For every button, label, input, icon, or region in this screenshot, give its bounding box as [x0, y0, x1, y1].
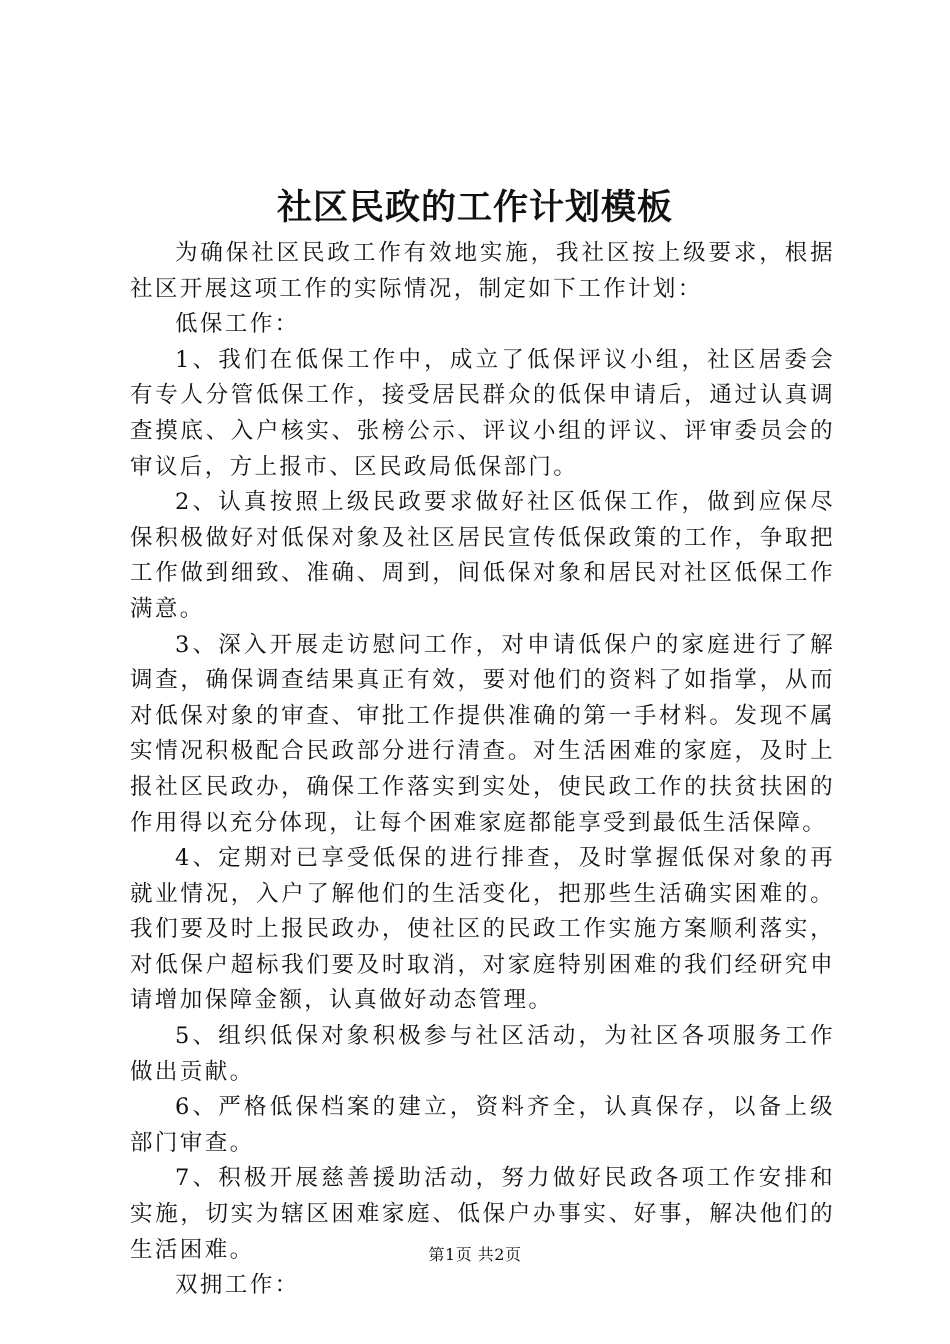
paragraph-item-7: 7、积极开展慈善援助活动，努力做好民政各项工作安排和实施，切实为辖区困难家庭、低保户办事实、好事，解决他们的生活困难。: [130, 1165, 835, 1263]
document-body: [130, 236, 835, 1304]
document-title: 社区民政的工作计划模板: [276, 187, 673, 228]
paragraph-item-3: 3、深入开展走访慰问工作，对申请低保户的家庭进行了解调查，确保调查结果真正有效，要对他们的资料了如指掌，从而对低保对象的审查、审批工作提供准确的第一手材料。发现不属实情况积极配合民政部分进行清查。对生活困难的家庭，及时上报社区民政办，确保工作落实到实处，使民政工作的扶贫扶困的作用得以充分体现，让每个困难家庭都能享受到最低生活保障。: [130, 631, 835, 836]
paragraph-item-2: 2、认真按照上级民政要求做好社区低保工作，做到应保尽保积极做好对低保对象及社区居民宣传低保政策的工作，争取把工作做到细致、准确、周到，间低保对象和居民对社区低保工作满意。: [130, 489, 835, 622]
page-number-footer: 第1页 共2页: [428, 1245, 522, 1264]
section-heading-dibao: 低保工作：: [175, 311, 300, 338]
paragraph-item-5: 5、组织低保对象积极参与社区活动，为社区各项服务工作做出贡献。: [130, 1023, 835, 1085]
paragraph-intro: 为确保社区民政工作有效地实施，我社区按上级要求，根据社区开展这项工作的实际情况，制定如下工作计划：: [130, 240, 835, 302]
paragraph-item-4: 4、定期对已享受低保的进行排查，及时掌握低保对象的再就业情况，入户了解他们的生活变化，把那些生活确实困难的。我们要及时上报民政办，使社区的民政工作实施方案顺利落实，对低保户超标我们要及时取消，对家庭特别困难的我们经研究申请增加保障金额，认真做好动态管理。: [130, 845, 835, 1014]
paragraph-item-6: 6、严格低保档案的建立，资料齐全，认真保存，以备上级部门审查。: [130, 1094, 835, 1156]
section-heading-shuangyong: 双拥工作：: [175, 1272, 300, 1299]
paragraph-item-1: 1、我们在低保工作中，成立了低保评议小组，社区居委会有专人分管低保工作，接受居民群众的低保申请后，通过认真调查摸底、入户核实、张榜公示、评议小组的评议、评审委员会的审议后，方上报市、区民政局低保部门。: [130, 346, 835, 480]
